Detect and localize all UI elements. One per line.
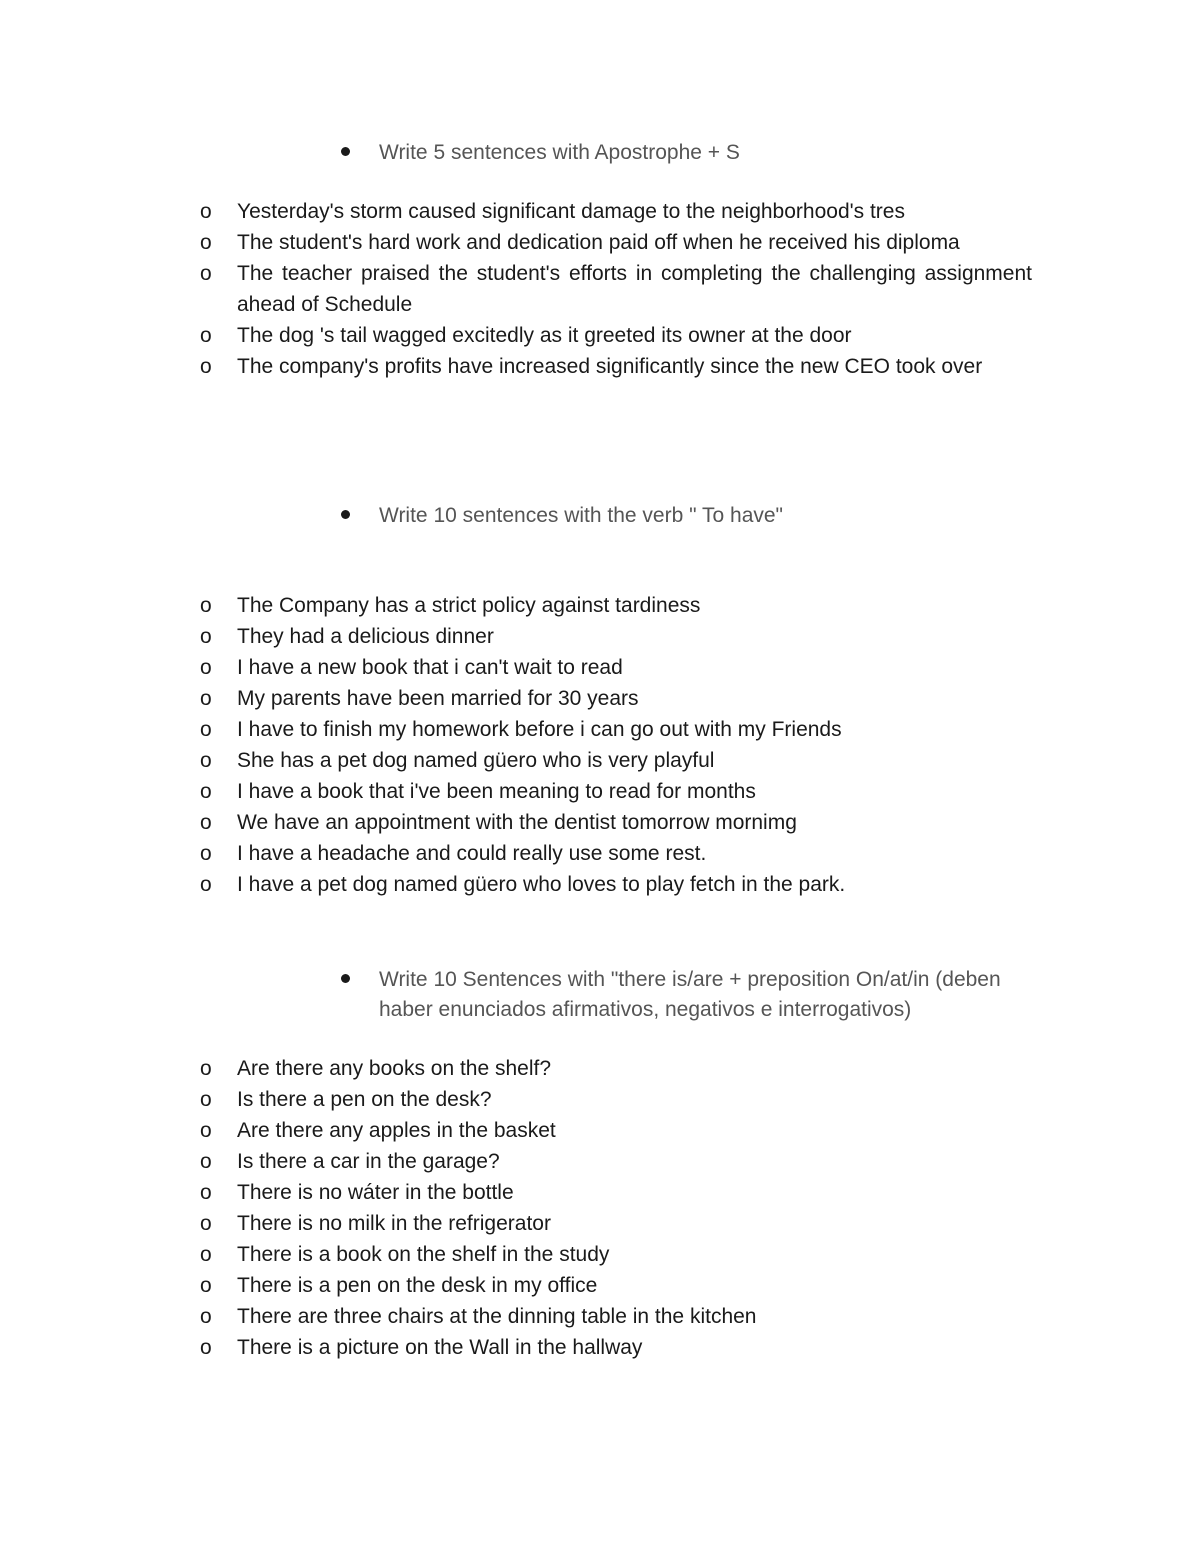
circle-bullet-icon: o bbox=[200, 656, 212, 679]
heading-text: Write 10 sentences with the verb " To have" bbox=[379, 504, 784, 527]
bullet-icon bbox=[341, 147, 350, 156]
list-item: o I have to finish my homework before i can go out with my Friends bbox=[200, 714, 1032, 745]
circle-bullet-icon: o bbox=[200, 1119, 212, 1142]
sentence-list bbox=[0, 196, 1200, 382]
circle-bullet-icon: o bbox=[200, 200, 212, 223]
heading-text: Write 5 sentences with Apostrophe + S bbox=[379, 141, 740, 164]
circle-bullet-icon: o bbox=[200, 749, 212, 772]
heading-text: Write 10 Sentences with "there is/are + preposition On/at/in (deben haber enunciados afirmativos, negativos e interrogativos) bbox=[379, 968, 1001, 1021]
circle-bullet-icon: o bbox=[200, 718, 212, 741]
list-item: o I have a pet dog named güero who loves to play fetch in the park. bbox=[200, 869, 1032, 900]
sentence-list bbox=[0, 590, 1200, 900]
circle-bullet-icon: o bbox=[200, 625, 212, 648]
section-heading bbox=[341, 965, 1021, 1025]
list-item: o The company's profits have increased significantly since the new CEO took over bbox=[200, 351, 1032, 382]
list-item: o She has a pet dog named güero who is very playful bbox=[200, 745, 1032, 776]
circle-bullet-icon: o bbox=[200, 355, 212, 378]
list-item: o The Company has a strict policy against tardiness bbox=[200, 590, 1032, 621]
list-item: o There are three chairs at the dinning table in the kitchen bbox=[200, 1301, 1032, 1332]
list-item: o I have a new book that i can't wait to read bbox=[200, 652, 1032, 683]
section-to-have bbox=[0, 501, 1200, 900]
circle-bullet-icon: o bbox=[200, 231, 212, 254]
circle-bullet-icon: o bbox=[200, 687, 212, 710]
section-heading bbox=[341, 501, 1021, 531]
circle-bullet-icon: o bbox=[200, 780, 212, 803]
section-apostrophe-s bbox=[0, 138, 1200, 382]
list-item: o There is a book on the shelf in the study bbox=[200, 1239, 1032, 1270]
circle-bullet-icon: o bbox=[200, 811, 212, 834]
circle-bullet-icon: o bbox=[200, 1057, 212, 1080]
circle-bullet-icon: o bbox=[200, 1336, 212, 1359]
list-item: o We have an appointment with the dentist tomorrow mornimg bbox=[200, 807, 1032, 838]
list-item: o My parents have been married for 30 years bbox=[200, 683, 1032, 714]
list-item: o There is no wáter in the bottle bbox=[200, 1177, 1032, 1208]
circle-bullet-icon: o bbox=[200, 1181, 212, 1204]
section-heading bbox=[341, 138, 1021, 168]
list-item: o Yesterday's storm caused significant damage to the neighborhood's tres bbox=[200, 196, 1032, 227]
list-item: o There is no milk in the refrigerator bbox=[200, 1208, 1032, 1239]
list-item: o I have a headache and could really use some rest. bbox=[200, 838, 1032, 869]
list-item: o The student's hard work and dedication paid off when he received his diploma bbox=[200, 227, 1032, 258]
circle-bullet-icon: o bbox=[200, 873, 212, 896]
circle-bullet-icon: o bbox=[200, 1088, 212, 1111]
section-there-is-are bbox=[0, 965, 1200, 1363]
circle-bullet-icon: o bbox=[200, 842, 212, 865]
sentence-list bbox=[0, 1053, 1200, 1363]
circle-bullet-icon: o bbox=[200, 1243, 212, 1266]
list-item: o The teacher praised the student's efforts in completing the challenging assignment ahead of Schedule bbox=[200, 258, 1032, 320]
list-item: o There is a picture on the Wall in the hallway bbox=[200, 1332, 1032, 1363]
circle-bullet-icon: o bbox=[200, 594, 212, 617]
circle-bullet-icon: o bbox=[200, 324, 212, 347]
list-item: o Is there a car in the garage? bbox=[200, 1146, 1032, 1177]
bullet-icon bbox=[341, 974, 350, 983]
bullet-icon bbox=[341, 510, 350, 519]
circle-bullet-icon: o bbox=[200, 1274, 212, 1297]
circle-bullet-icon: o bbox=[200, 262, 212, 285]
list-item: o They had a delicious dinner bbox=[200, 621, 1032, 652]
list-item: o Are there any books on the shelf? bbox=[200, 1053, 1032, 1084]
list-item: o Are there any apples in the basket bbox=[200, 1115, 1032, 1146]
circle-bullet-icon: o bbox=[200, 1212, 212, 1235]
list-item: o There is a pen on the desk in my office bbox=[200, 1270, 1032, 1301]
list-item: o Is there a pen on the desk? bbox=[200, 1084, 1032, 1115]
list-item: o I have a book that i've been meaning to read for months bbox=[200, 776, 1032, 807]
circle-bullet-icon: o bbox=[200, 1150, 212, 1173]
circle-bullet-icon: o bbox=[200, 1305, 212, 1328]
list-item: o The dog 's tail wagged excitedly as it greeted its owner at the door bbox=[200, 320, 1032, 351]
